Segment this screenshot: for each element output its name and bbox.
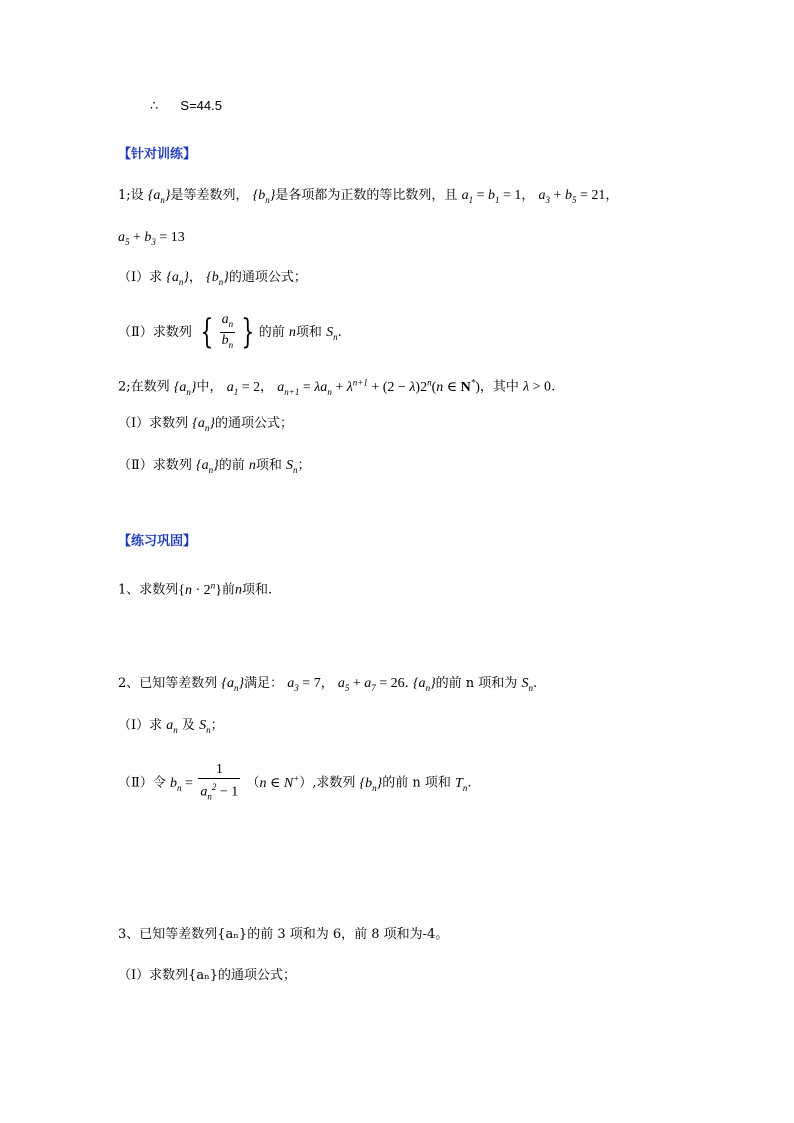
condition-3: $a_5 + b_3 = 13$ <box>118 230 185 247</box>
text: . <box>404 676 409 691</box>
sum-t: $T_n$ <box>455 775 468 793</box>
n-in-N: n ∈ N+ <box>259 773 300 791</box>
sep: ， <box>605 188 619 203</box>
text: 满足： <box>244 676 284 691</box>
text: ； <box>210 718 224 733</box>
seq-a: $\{a_n\}$ <box>221 676 245 693</box>
text: ， <box>189 270 203 285</box>
seq-a: $\{a_n\}$ <box>195 458 219 475</box>
condition-a5-a7: $a_5 + a_7 = 26$ <box>337 676 405 693</box>
part-label: （Ⅰ）求 <box>118 718 163 733</box>
seq-a: $\{a_n\}$ <box>412 676 436 693</box>
seq-a: $\{a_n\}$ <box>147 188 171 205</box>
fraction-a-over-b: $\frac{a_n}{b_n}$ <box>221 312 234 350</box>
sum-s: $S_n$ <box>521 676 533 693</box>
result-value: S=44.5 <box>180 98 222 113</box>
question-3: 3、已知等差数列{aₙ}的前 3 项和为 6，前 8 项和为-4。 <box>118 927 449 942</box>
sep: ， <box>260 379 274 395</box>
text: ； <box>297 458 311 473</box>
seq-b: $\{b_n\}$ <box>252 188 276 205</box>
text: （ <box>246 775 260 791</box>
question-2-part-2 <box>118 756 471 809</box>
therefore-symbol: ∴ <box>150 99 159 114</box>
problem-1-statement <box>118 186 618 210</box>
text: 的前 n 项和为 <box>435 676 518 691</box>
question-2 <box>118 674 537 698</box>
text: 的前 n 项和 <box>382 775 451 791</box>
text: 1、求数列 <box>118 582 179 598</box>
sum-s: $S_n$ <box>286 458 298 475</box>
def-b: $b_n$ = $\frac{1}{a_n^2 - 1}$ <box>169 762 239 802</box>
part-label: （Ⅰ）求数列 <box>118 416 189 431</box>
text: 项和 <box>295 324 322 340</box>
text: 的通项公式； <box>215 416 294 431</box>
text: 及 <box>177 718 195 733</box>
text: 设 <box>130 188 144 203</box>
text: 的前 <box>258 324 285 340</box>
seq-n-2n: $\{n \cdot 2^n\}$ <box>178 580 222 598</box>
text: 的通项公式； <box>228 270 307 285</box>
var-n: n <box>234 582 242 598</box>
seq-b: $\{b_n\}$ <box>206 270 229 287</box>
text: . <box>532 676 538 691</box>
text: 的前 <box>218 458 245 473</box>
left-brace: { <box>200 312 214 353</box>
seq-a: $\{a_n\}$ <box>166 270 189 287</box>
recurrence: $a_{n+1} = \lambda a_n + \lambda^{n+1} + (2 - \lambda)2^n(n$ ∈ N*) <box>277 377 480 397</box>
text: ，其中 <box>479 379 519 395</box>
question-3-part-1: （Ⅰ）求数列{aₙ}的通项公式； <box>118 968 297 983</box>
lambda-condition: λ > 0 <box>523 379 552 395</box>
problem-1-part-2 <box>118 312 342 357</box>
text: 在数列 <box>130 379 170 395</box>
text: . <box>467 775 472 791</box>
problem-1-part-1 <box>118 268 307 292</box>
condition-a3: $a_3 = 7$ <box>287 676 321 693</box>
problem-1-label: 1; <box>118 188 131 203</box>
text: 前 <box>221 582 235 598</box>
sum-s: $S_n$ <box>326 324 338 342</box>
var-n: n <box>288 324 296 340</box>
result-line <box>150 96 222 117</box>
part-label: （Ⅱ）求数列 <box>118 324 192 340</box>
problem-1-condition-3 <box>118 228 185 252</box>
sep: ， <box>521 188 535 203</box>
section-heading-targeted-training: 【针对训练】 <box>118 147 197 162</box>
var-n: n <box>248 458 256 473</box>
problem-2-statement <box>118 372 555 401</box>
problem-2-part-1 <box>118 414 293 438</box>
text: . <box>551 379 556 395</box>
text: ）,求数列 <box>299 775 356 791</box>
part-label: （Ⅱ）令 <box>118 775 166 791</box>
initial-condition: $a_1 = 2$ <box>226 379 261 397</box>
section-heading-practice: 【练习巩固】 <box>118 534 197 549</box>
text: 是各项都为正数的等比数列，且 <box>275 188 458 203</box>
part-label: （Ⅱ）求数列 <box>118 458 192 473</box>
text: 中， <box>196 379 223 395</box>
problem-2-label: 2; <box>118 379 131 395</box>
term-a: $a_n$ <box>166 718 178 735</box>
seq-a: $\{a_n\}$ <box>192 416 215 433</box>
text: 项和 <box>255 458 282 473</box>
question-2-part-1 <box>118 716 224 740</box>
right-brace: } <box>241 312 255 353</box>
sum-s: $S_n$ <box>199 718 211 735</box>
text: 2、已知等差数列 <box>118 676 218 691</box>
text: . <box>337 324 342 340</box>
text: ， <box>320 676 334 691</box>
seq-a: $\{a_n\}$ <box>173 379 197 397</box>
seq-b: $\{b_n\}$ <box>359 775 383 793</box>
condition-1: $a_1 = b_1 = 1$ <box>461 188 522 205</box>
question-1 <box>118 575 272 601</box>
part-label: （Ⅰ）求 <box>118 270 163 285</box>
text: 是等差数列， <box>170 188 249 203</box>
problem-2-part-2 <box>118 456 311 480</box>
condition-2: $a_3 + b_5 = 21$ <box>538 188 606 205</box>
text: 项和. <box>241 582 273 598</box>
